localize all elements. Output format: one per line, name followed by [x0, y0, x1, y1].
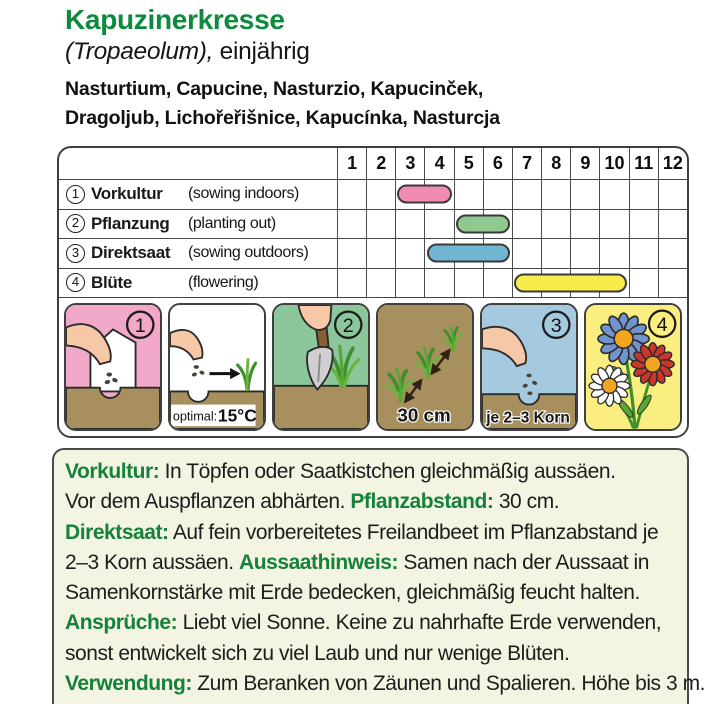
description-text: In Töpfen oder Saatkistchen gleichmäßig aussäen.	[159, 460, 616, 483]
temperature-icon	[170, 305, 264, 429]
description-text: Liebt viel Sonne. Keine zu nahrhafte Erde verwenden,	[177, 611, 662, 635]
row-german-label: Direktsaat	[91, 243, 171, 263]
month-label-2: 2	[366, 148, 395, 179]
row-number-badge: 3	[66, 244, 85, 263]
spacing-icon	[378, 305, 472, 429]
description-text: sonst entwickelt sich zu viel Laub und nur wenige Blüten.	[65, 641, 570, 665]
row-english-label: (sowing outdoors)	[188, 244, 309, 262]
month-cell	[483, 269, 512, 298]
month-header-cells	[337, 148, 687, 179]
description-line	[65, 669, 706, 699]
month-label-12: 12	[658, 148, 687, 179]
row-label-cell	[59, 239, 337, 268]
month-cell	[395, 239, 424, 268]
description-keyword: Direktsaat:	[65, 520, 169, 544]
month-label-5: 5	[454, 148, 483, 179]
row-label-cell	[59, 210, 337, 239]
row-english-label: (flowering)	[188, 273, 259, 291]
period-bar	[397, 185, 451, 204]
pictogram-strip	[59, 297, 687, 436]
sow-indoors-icon	[66, 305, 160, 429]
description-text: Vor dem Auspflanzen abhärten.	[65, 490, 351, 514]
period-bar	[514, 273, 627, 292]
month-label-6: 6	[483, 148, 512, 179]
month-cell	[541, 210, 570, 239]
calendar-row-pflanzung	[59, 209, 687, 239]
month-cell	[658, 180, 687, 209]
alt-names-line1: Nasturtium, Capucine, Nasturzio, Kapucinček,	[65, 78, 484, 100]
month-cell	[454, 180, 483, 209]
row-month-cells	[337, 210, 687, 239]
description-line	[65, 578, 676, 608]
description-line	[65, 518, 676, 548]
month-cell	[395, 269, 424, 298]
row-month-cells	[337, 239, 687, 268]
month-label-11: 11	[629, 148, 658, 179]
page-title: Kapuzinerkresse	[65, 4, 285, 35]
month-cell	[658, 269, 687, 298]
badge-1: 1	[134, 314, 146, 337]
month-cell	[337, 269, 366, 298]
flowering-icon	[586, 305, 680, 429]
description-line	[65, 487, 676, 517]
month-cell	[629, 210, 658, 239]
pictogram-direct-sow	[480, 303, 578, 431]
month-cell	[629, 239, 658, 268]
description-text: Samenkornstärke mit Erde bedecken, gleichmäßig feucht halten.	[65, 581, 640, 605]
description-line	[65, 457, 676, 487]
row-number-badge: 2	[66, 214, 85, 233]
period-bar	[456, 214, 510, 233]
description-text: Samen nach der Aussaat in	[398, 550, 649, 574]
temperature-value: 15°C	[217, 405, 257, 426]
row-german-label: Blüte	[91, 272, 133, 292]
badge-2: 2	[342, 314, 354, 337]
month-cell	[337, 180, 366, 209]
row-german-label: Vorkultur	[91, 184, 163, 204]
calendar-row-direktsaat	[59, 238, 687, 268]
month-cell	[424, 210, 453, 239]
month-cell	[366, 269, 395, 298]
row-number-badge: 4	[66, 273, 85, 292]
month-cell	[337, 239, 366, 268]
calendar-row-blüte	[59, 268, 687, 298]
direct-sow-icon	[482, 305, 576, 429]
culture-description-box	[52, 448, 706, 704]
pictogram-spacing	[376, 303, 474, 431]
description-keyword: Vorkultur:	[65, 460, 160, 483]
month-cell	[337, 210, 366, 239]
row-label-cell	[59, 269, 337, 298]
month-cell	[570, 180, 599, 209]
month-cell	[570, 210, 599, 239]
row-english-label: (planting out)	[188, 214, 276, 232]
alt-names-line2: Dragoljub, Lichořeřišnice, Kapucínka, Nasturcja	[65, 106, 500, 129]
month-cell	[366, 239, 395, 268]
month-cell	[483, 180, 512, 209]
plant-out-icon	[274, 305, 368, 429]
month-label-1: 1	[337, 148, 366, 179]
latin-name: (Tropaeolum),	[65, 38, 214, 65]
month-cell	[599, 210, 628, 239]
row-number-badge: 1	[66, 185, 85, 204]
calendar-row-vorkultur	[59, 179, 687, 209]
month-cell	[658, 210, 687, 239]
month-cell	[599, 239, 628, 268]
badge-3: 3	[550, 314, 562, 337]
month-cell	[366, 180, 395, 209]
month-cell	[512, 239, 541, 268]
period-bar	[427, 244, 511, 263]
annual-label: einjährig	[213, 38, 310, 65]
pictogram-temperature	[168, 303, 266, 431]
calendar-header-row	[59, 148, 687, 179]
spacing-value: 30 cm	[397, 404, 451, 426]
row-label-cell	[59, 180, 337, 209]
description-text: 30 cm.	[493, 490, 560, 514]
pictogram-plant-out	[272, 303, 370, 431]
pictogram-sow-indoors	[64, 303, 162, 431]
description-keyword: Aussaathinweis:	[239, 550, 398, 574]
description-line	[65, 608, 676, 638]
month-label-10: 10	[599, 148, 628, 179]
month-label-7: 7	[512, 148, 541, 179]
seeds-per-hole-label: je 2–3 Korn	[486, 409, 570, 427]
pictogram-flowering	[584, 303, 682, 431]
row-month-cells	[337, 269, 687, 298]
month-cell	[570, 239, 599, 268]
calendar-rows	[59, 179, 687, 297]
month-cell	[366, 210, 395, 239]
description-line	[65, 639, 676, 669]
row-month-cells	[337, 180, 687, 209]
month-cell	[599, 180, 628, 209]
alternative-names	[65, 75, 500, 132]
badge-4: 4	[656, 313, 668, 336]
description-text: 2–3 Korn aussäen.	[65, 550, 240, 574]
month-cell	[541, 180, 570, 209]
month-label-3: 3	[395, 148, 424, 179]
month-cell	[629, 269, 658, 298]
header-block	[65, 3, 500, 132]
optimal-label: optimal:	[172, 409, 218, 424]
month-cell	[395, 210, 424, 239]
month-label-4: 4	[424, 148, 453, 179]
month-cell	[424, 269, 453, 298]
description-keyword: Pflanzabstand:	[350, 490, 494, 514]
botanical-subtitle	[65, 36, 500, 68]
description-keyword: Verwendung:	[65, 672, 192, 696]
description-keyword: Ansprüche:	[65, 611, 178, 635]
description-line	[65, 548, 676, 578]
month-cell	[629, 180, 658, 209]
sowing-calendar	[57, 146, 689, 438]
month-cell	[512, 210, 541, 239]
description-text: Auf fein vorbereitetes Freilandbeet im Pflanzabstand je	[168, 520, 659, 544]
row-german-label: Pflanzung	[91, 213, 170, 233]
month-cell	[658, 239, 687, 268]
month-label-9: 9	[570, 148, 599, 179]
month-cell	[541, 239, 570, 268]
calendar-header-spacer	[59, 148, 337, 179]
month-cell	[454, 269, 483, 298]
month-label-8: 8	[541, 148, 570, 179]
month-cell	[512, 180, 541, 209]
description-text: Zum Beranken von Zäunen und Spalieren. Höhe bis 3 m.	[191, 672, 706, 696]
row-english-label: (sowing indoors)	[188, 185, 299, 203]
